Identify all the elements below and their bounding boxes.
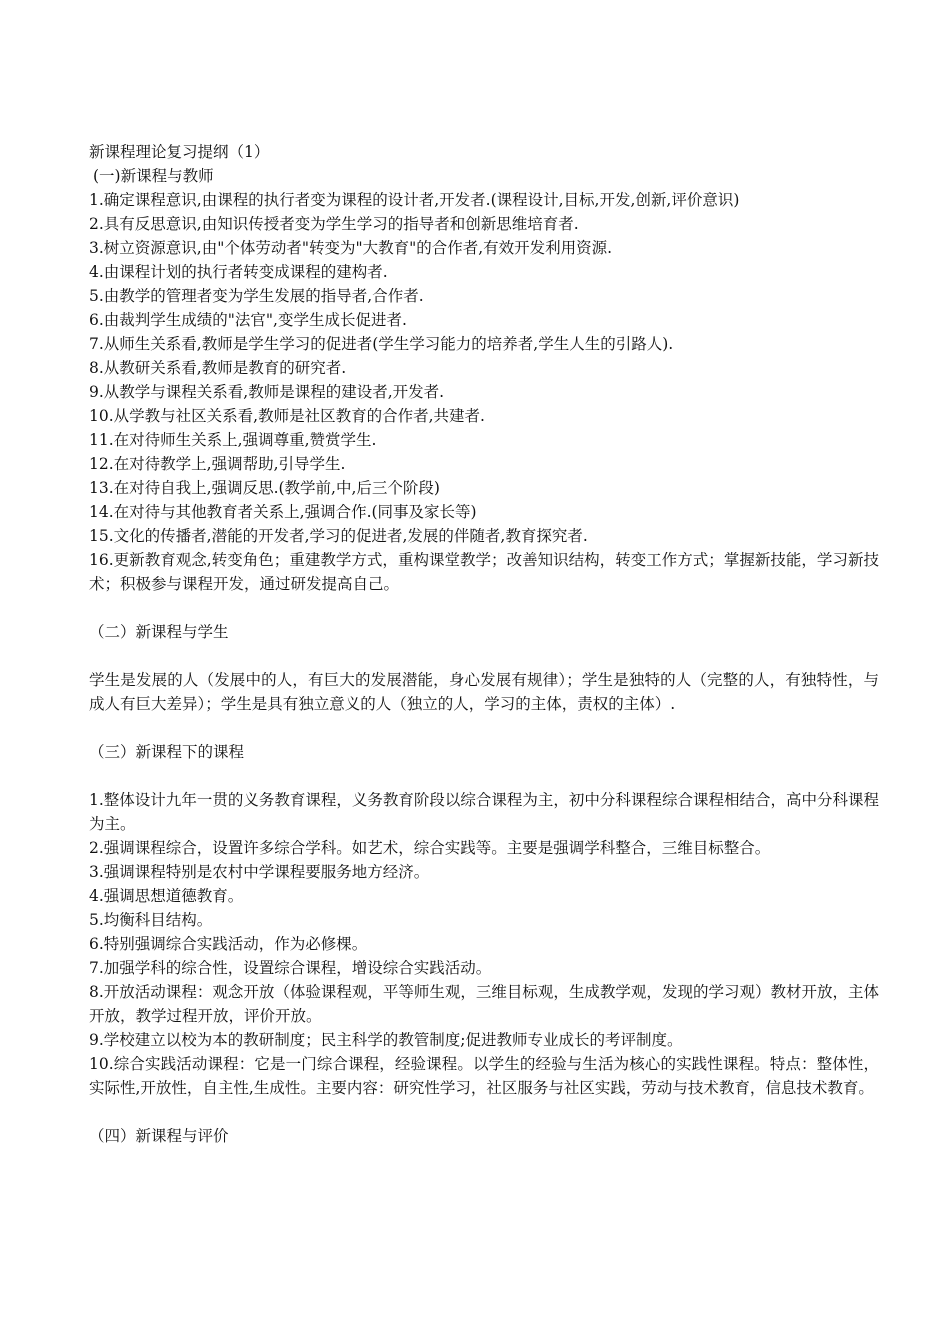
spacer [89,596,879,620]
list-item: 3.强调课程特别是农村中学课程要服务地方经济。 [89,863,430,881]
section-heading-teachers: (一)新课程与教师 [93,167,214,185]
list-item: 13.在对待自我上,强调反思.(教学前,中,后三个阶段) [89,479,440,497]
list-item: 2.具有反思意识,由知识传授者变为学生学习的指导者和创新思维培育者. [89,215,579,233]
list-item: 4.强调思想道德教育。 [89,887,244,905]
list-item: 5.均衡科目结构。 [89,911,213,929]
list-item: 1.整体设计九年一贯的义务教育课程，义务教育阶段以综合课程为主，初中分科课程综合课程相结合，高中分科课程为主。 [89,791,879,833]
list-item: 9.从教学与课程关系看,教师是课程的建设者,开发者. [89,383,445,401]
document-body [89,140,879,1148]
spacer [89,716,879,740]
list-item: 7.加强学科的综合性，设置综合课程，增设综合实践活动。 [89,959,492,977]
section-heading-curriculum: （三）新课程下的课程 [89,743,245,761]
list-item: 2.强调课程综合，设置许多综合学科。如艺术，综合实践等。主要是强调学科整合，三维目标整合。 [89,839,771,857]
spacer [89,1100,879,1124]
list-item: 11.在对待师生关系上,强调尊重,赞赏学生. [89,431,377,449]
list-item: 5.由教学的管理者变为学生发展的指导者,合作者. [89,287,424,305]
list-item: 12.在对待教学上,强调帮助,引导学生. [89,455,346,473]
list-item: 10.从学教与社区关系看,教师是社区教育的合作者,共建者. [89,407,485,425]
list-item: 3.树立资源意识,由"个体劳动者"转变为"大教育"的合作者,有效开发利用资源. [89,239,613,257]
paragraph: 学生是发展的人（发展中的人，有巨大的发展潜能，身心发展有规律）；学生是独特的人（完整的人，有独特性，与成人有巨大差异）；学生是具有独立意义的人（独立的人，学习的主体，责权的主体）. [89,671,879,713]
list-item: 6.由裁判学生成绩的"法官",变学生成长促进者. [89,311,407,329]
document-title: 新课程理论复习提纲（1） [89,143,270,161]
spacer [89,764,879,788]
list-item: 8.开放活动课程：观念开放（体验课程观，平等师生观，三维目标观，生成教学观，发现的学习观）教材开放，主体开放，教学过程开放，评价开放。 [89,983,879,1025]
list-item: 8.从教研关系看,教师是教育的研究者. [89,359,347,377]
list-item: 6.特别强调综合实践活动，作为必修棵。 [89,935,368,953]
section-heading-evaluation: （四）新课程与评价 [89,1127,229,1145]
list-item: 14.在对待与其他教育者关系上,强调合作.(同事及家长等) [89,503,477,521]
section-heading-students: （二）新课程与学生 [89,623,229,641]
list-item: 10.综合实践活动课程：它是一门综合课程，经验课程。以学生的经验与生活为核心的实践性课程。特点：整体性，实际性,开放性，自主性,生成性。主要内容：研究性学习，社区服务与社区实践，劳动与技术教育，信息技术教育。 [89,1055,879,1097]
spacer [89,644,879,668]
list-item: 16.更新教育观念,转变角色；重建教学方式，重构课堂教学；改善知识结构，转变工作方式；掌握新技能，学习新技术；积极参与课程开发，通过研发提高自己。 [89,551,879,593]
list-item: 1.确定课程意识,由课程的执行者变为课程的设计者,开发者.(课程设计,目标,开发,创新,评价意识) [89,191,740,209]
list-item: 9.学校建立以校为本的教研制度；民主科学的教管制度;促进教师专业成长的考评制度。 [89,1031,683,1049]
list-item: 15.文化的传播者,潜能的开发者,学习的促进者,发展的伴随者,教育探究者. [89,527,588,545]
list-item: 4.由课程计划的执行者转变成课程的建构者. [89,263,388,281]
list-item: 7.从师生关系看,教师是学生学习的促进者(学生学习能力的培养者,学生人生的引路人). [89,335,674,353]
